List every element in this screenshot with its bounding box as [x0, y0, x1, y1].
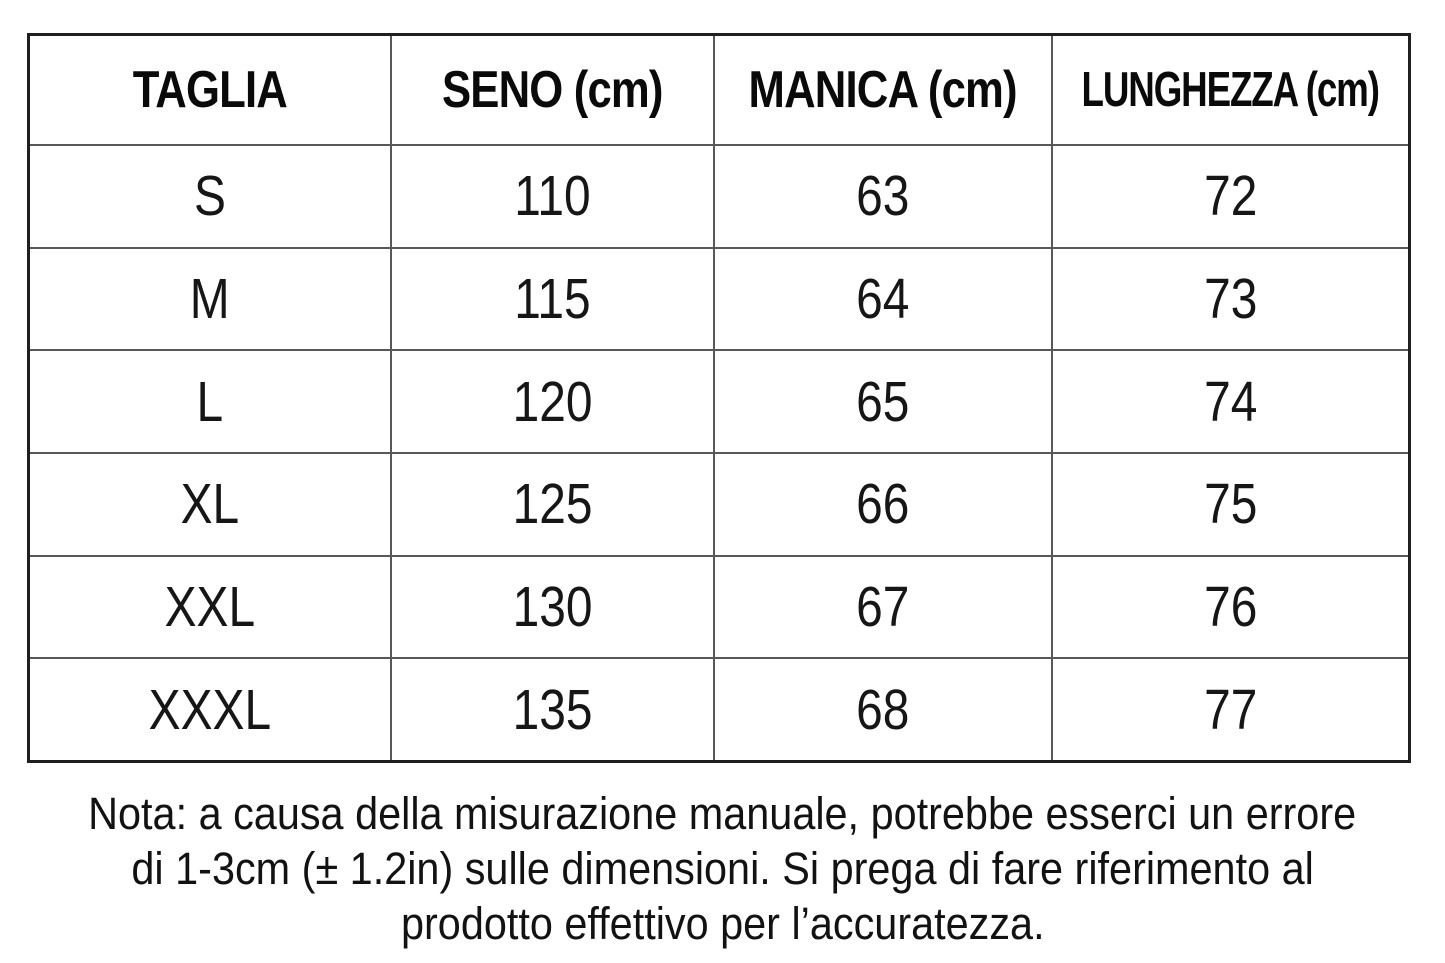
manica-value: 63	[856, 164, 910, 229]
size-label: S	[194, 164, 226, 229]
cell-m-manica	[715, 249, 1051, 350]
seno-value: 135	[512, 677, 593, 742]
column-header-label: LUNGHEZZA (cm)	[1081, 63, 1380, 117]
measurement-note	[0, 786, 1445, 951]
column-header-seno	[392, 36, 713, 144]
seno-value: 120	[512, 369, 593, 434]
lunghezza-value: 72	[1203, 164, 1258, 229]
note-line-2	[0, 841, 1445, 896]
column-header-label: SENO (cm)	[442, 61, 663, 119]
seno-value: 115	[514, 266, 591, 331]
cell-xxxl-manica	[715, 659, 1051, 760]
cell-l-lunghezza	[1053, 351, 1408, 452]
cell-xxl-lunghezza	[1053, 557, 1408, 658]
cell-l-taglia	[30, 351, 390, 452]
size-label: XXL	[164, 574, 256, 639]
cell-xxxl-lunghezza	[1053, 659, 1408, 760]
note-text: Nota: a causa della misurazione manuale, potrebbe esserci un errore	[88, 788, 1357, 839]
size-label: XXXL	[148, 677, 272, 742]
cell-xxxl-taglia	[30, 659, 390, 760]
size-label: XL	[180, 472, 240, 537]
cell-m-lunghezza	[1053, 249, 1408, 350]
cell-s-manica	[715, 146, 1051, 247]
note-text: prodotto effettivo per l’accuratezza.	[400, 898, 1045, 949]
manica-value: 66	[856, 472, 910, 537]
cell-xl-seno	[392, 454, 713, 555]
manica-value: 65	[856, 369, 910, 434]
cell-xxl-manica	[715, 557, 1051, 658]
lunghezza-value: 74	[1203, 369, 1258, 434]
cell-xxl-seno	[392, 557, 713, 658]
note-line-1	[0, 786, 1445, 841]
size-label: L	[196, 369, 224, 434]
cell-m-taglia	[30, 249, 390, 350]
seno-value: 110	[514, 164, 591, 229]
seno-value: 125	[512, 472, 593, 537]
manica-value: 68	[856, 677, 910, 742]
size-label: M	[190, 266, 230, 331]
cell-xl-manica	[715, 454, 1051, 555]
lunghezza-value: 77	[1203, 677, 1258, 742]
lunghezza-value: 76	[1203, 574, 1258, 639]
column-header-label: MANICA (cm)	[748, 61, 1018, 119]
column-header-lunghezza	[1053, 36, 1408, 144]
cell-xl-taglia	[30, 454, 390, 555]
cell-l-manica	[715, 351, 1051, 452]
seno-value: 130	[512, 574, 593, 639]
cell-s-seno	[392, 146, 713, 247]
lunghezza-value: 75	[1203, 472, 1258, 537]
lunghezza-value: 73	[1203, 266, 1258, 331]
manica-value: 67	[856, 574, 910, 639]
cell-xxl-taglia	[30, 557, 390, 658]
column-header-label: TAGLIA	[132, 61, 288, 119]
note-text: di 1-3cm (± 1.2in) sulle dimensioni. Si prega di fare riferimento al	[131, 843, 1314, 894]
cell-s-taglia	[30, 146, 390, 247]
column-header-taglia	[30, 36, 390, 144]
cell-xxxl-seno	[392, 659, 713, 760]
cell-m-seno	[392, 249, 713, 350]
column-header-manica	[715, 36, 1051, 144]
size-table	[27, 33, 1411, 763]
note-line-3	[0, 896, 1445, 951]
cell-s-lunghezza	[1053, 146, 1408, 247]
manica-value: 64	[856, 266, 910, 331]
cell-xl-lunghezza	[1053, 454, 1408, 555]
cell-l-seno	[392, 351, 713, 452]
